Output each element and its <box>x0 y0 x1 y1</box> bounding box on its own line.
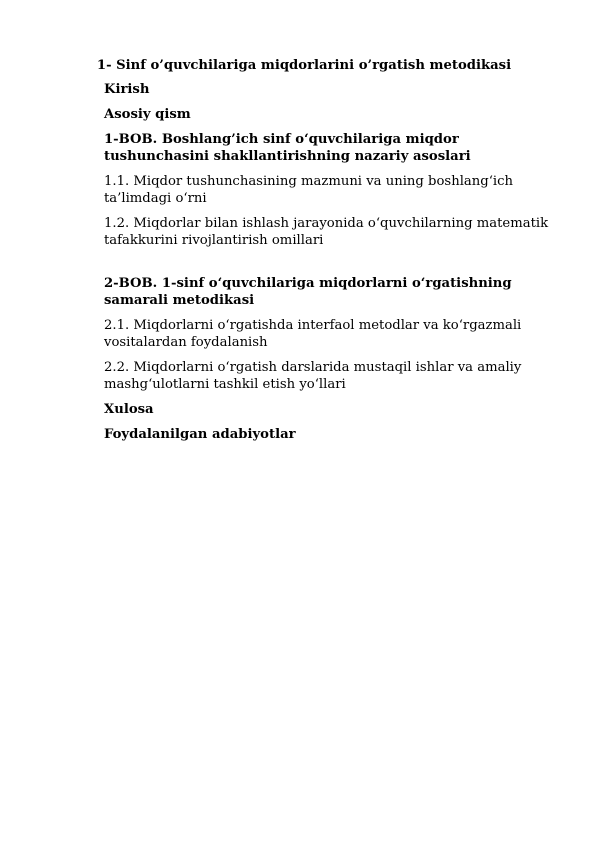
toc-entry-section-2-1: 2.1. Miqdorlarni o‘rgatishda interfaol metodlar va ko‘rgazmali vositalardan foydalanish <box>104 318 522 350</box>
toc-entry-asosiy-qism: Asosiy qism <box>104 107 191 122</box>
toc-entry-adabiyotlar: Foydalanilgan adabiyotlar <box>104 427 296 442</box>
toc-entry-chapter-1: 1-BOB. Boshlang’ich sinf o‘quvchilariga miqdor tushunchasini shakllantirishning nazariy asoslari <box>104 132 471 164</box>
toc-entry-section-1-2: 1.2. Miqdorlar bilan ishlash jarayonida o‘quvchilarning matematik tafakkurini rivojlantirish omillari <box>104 216 549 248</box>
document-title: 1- Sinf o’quvchilariga miqdorlarini o’rgatish metodikasi <box>96 58 512 73</box>
table-of-contents <box>104 81 554 443</box>
toc-entry-section-1-1: 1.1. Miqdor tushunchasining mazmuni va uning boshlang‘ich ta’limdagi o‘rni <box>104 174 513 206</box>
toc-entry-chapter-2: 2-BOB. 1-sinf o‘quvchilariga miqdorlarni o‘rgatishning samarali metodikasi <box>104 276 512 308</box>
toc-entry-kirish: Kirish <box>104 82 150 97</box>
toc-entry-section-2-2: 2.2. Miqdorlarni o‘rgatish darslarida mustaqil ishlar va amaliy mashg‘ulotlarni tashkil etish yo‘llari <box>104 360 522 392</box>
toc-entry-xulosa: Xulosa <box>104 402 154 417</box>
